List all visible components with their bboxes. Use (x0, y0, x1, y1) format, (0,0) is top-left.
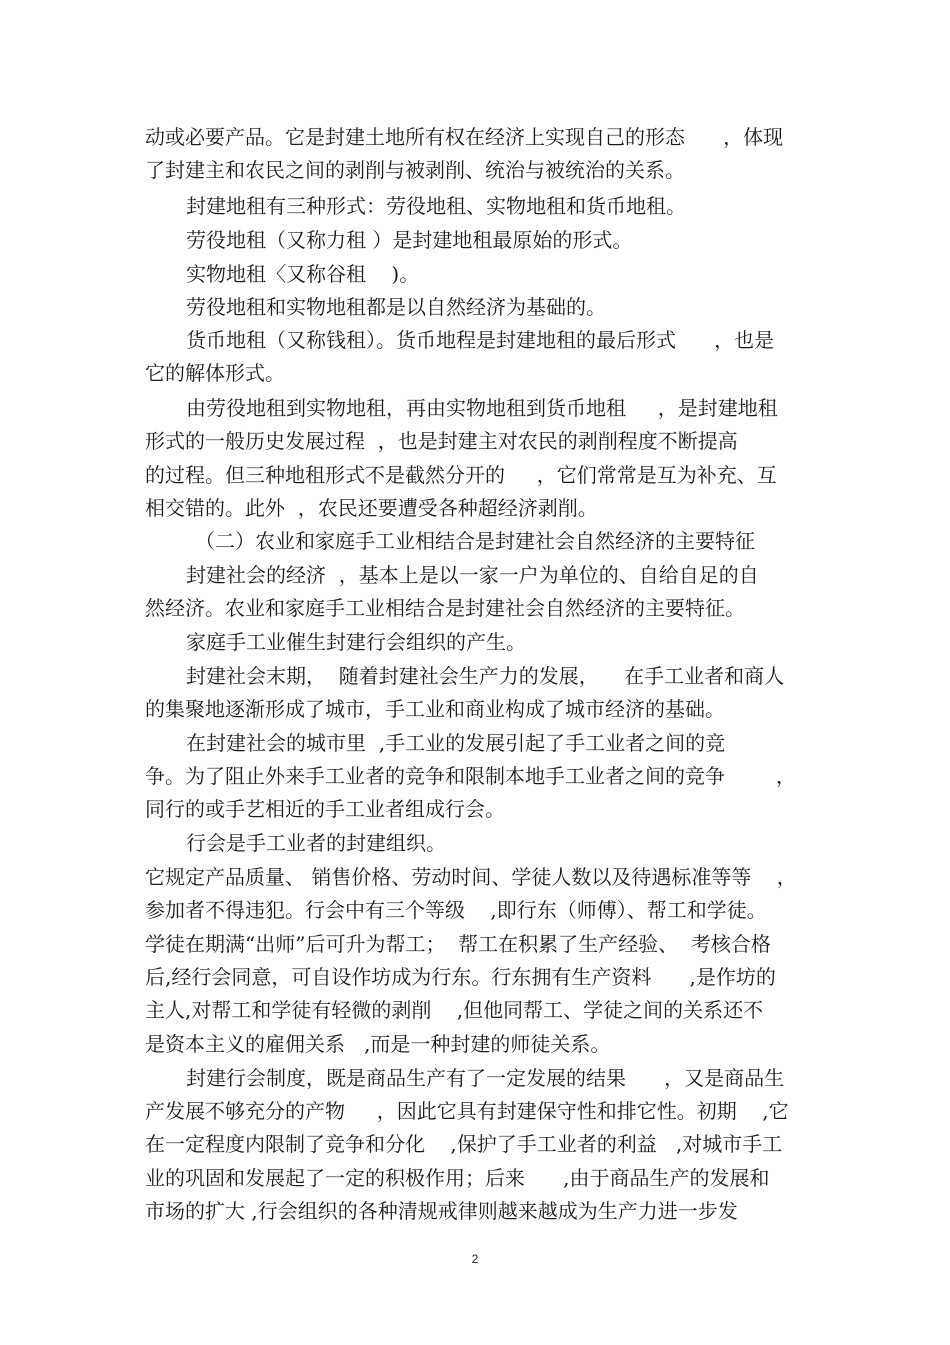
text-line: 劳役地租（又称力租 ）是封建地租最原始的形式。 (186, 228, 633, 252)
text-line: 主人,对帮工和学徒有轻微的剥削 ,但他同帮工、学徒之间的关系还不 (145, 998, 764, 1022)
text-line: 封建地租有三种形式：劳役地租、实物地租和货币地租。 (186, 194, 686, 218)
text-line: 它的解体形式。 (145, 361, 285, 385)
text-line: 然经济。农业和家庭手工业相结合是封建社会自然经济的主要特征。 (145, 596, 745, 620)
text-line: 封建行会制度，既是商品生产有了一定发展的结果 ，又是商品生 (186, 1066, 785, 1090)
text-line: 封建社会末期， 随着封建社会生产力的发展， 在手工业者和商人 (186, 664, 785, 688)
text-line: 的过程。但三种地租形式不是截然分开的 ，它们常常是互为补充、互 (145, 463, 777, 487)
text-line: 争。为了阻止外来手工业者的竞争和限制本地手工业者之间的竞争 ， (145, 764, 796, 788)
text-line: 封建社会的经济 ，基本上是以一家一户为单位的、自给自足的自 (186, 563, 759, 587)
text-line: 货币地租（又称钱租）。货币地程是封建地租的最后形式 ，也是 (186, 328, 775, 352)
text-line: 动或必要产品。它是封建土地所有权在经济上实现自己的形态 ，体现 (145, 125, 784, 149)
text-line: 劳役地租和实物地租都是以自然经济为基础的。 (186, 295, 606, 319)
section-heading: （二）农业和家庭手工业相结合是封建社会自然经济的主要特征 (195, 529, 755, 553)
text-line: 了封建主和农民之间的剥削与被剥削、统治与被统治的关系。 (145, 158, 685, 182)
text-line: 行会是手工业者的封建组织。 (186, 831, 446, 855)
text-line: 形式的一般历史发展过程 ，也是封建主对农民的剥削程度不断提高 (145, 429, 738, 453)
text-line: 后,经行会同意，可自设作坊成为行东。行东拥有生产资料 ,是作坊的 (145, 965, 776, 989)
text-line: 业的巩固和发展起了一定的积极作用；后来 ,由于商品生产的发展和 (145, 1166, 770, 1190)
text-line: 的集聚地逐渐形成了城市，手工业和商业构成了城市经济的基础。 (145, 697, 725, 721)
text-line: 在一定程度内限制了竞争和分化 ,保护了手工业者的利益 ,对城市手工 (145, 1132, 783, 1156)
text-line: 家庭手工业催生封建行会组织的产生。 (186, 630, 526, 654)
text-line: 产发展不够充分的产物 ，因此它具有封建保守性和排它性。初期 ,它 (145, 1099, 789, 1123)
text-line: 参加者不得违犯。行会中有三个等级 ,即行东（师傅）、帮工和学徒。 (145, 898, 767, 922)
text-line: 实物地租〈又称谷租 )。 (186, 262, 420, 286)
text-line: 在封建社会的城市里 ,手工业的发展引起了手工业者之间的竞 (186, 731, 726, 755)
text-line: 是资本主义的雇佣关系 ,而是一种封建的师徒关系。 (145, 1032, 611, 1056)
text-line: 同行的或手艺相近的手工业者组成行会。 (145, 797, 505, 821)
text-line: 学徒在期满“出师”后可升为帮工； 帮工在积累了生产经验、 考核合格 (145, 932, 771, 956)
text-line: 它规定产品质量、 销售价格、劳动时间、学徒人数以及待遇标准等等 ， (145, 865, 797, 889)
text-line: 由劳役地租到实物地租，再由实物地租到货币地租 ，是封建地租 (186, 396, 778, 420)
text-line: 市场的扩大 ,行会组织的各种清规戒律则越来越成为生产力进一步发 (145, 1199, 738, 1223)
page-number: 2 (471, 1252, 479, 1266)
text-line: 相交错的。此外 ，农民还要遭受各种超经济剥削。 (145, 496, 598, 520)
